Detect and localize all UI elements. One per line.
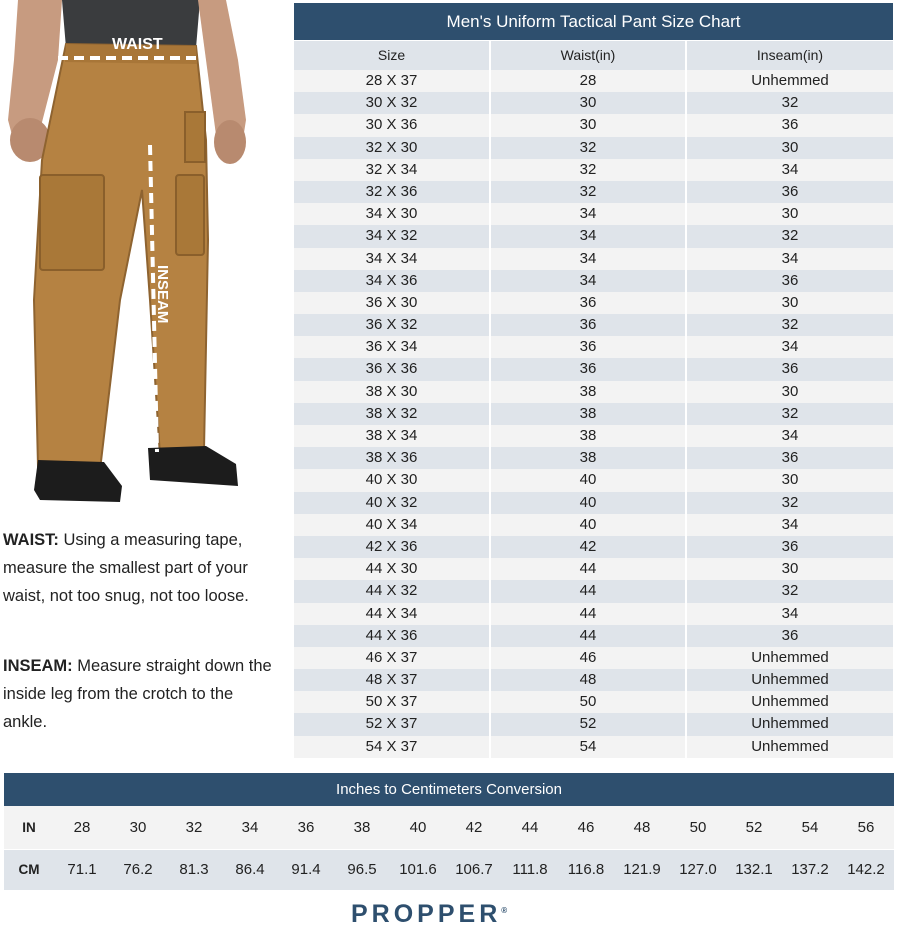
inch-value: 46 [577, 819, 595, 836]
left-cargo-pocket [40, 175, 104, 270]
registered-mark: ® [501, 906, 508, 915]
table-row [294, 358, 893, 380]
size-cell: 50 X 37 [294, 691, 489, 713]
waist-cell: 48 [491, 669, 685, 691]
table-row [294, 137, 893, 159]
size-cell: 36 X 30 [294, 292, 489, 314]
inseam-cell: 34 [687, 425, 893, 447]
inseam-cell: Unhemmed [687, 736, 893, 758]
waist-cell: 36 [491, 292, 685, 314]
waist-cell: 40 [491, 469, 685, 491]
cm-value: 142.2 [847, 861, 885, 878]
waist-cell: 36 [491, 336, 685, 358]
table-row [294, 536, 893, 558]
cm-value: 121.9 [623, 861, 661, 878]
waist-cell: 40 [491, 514, 685, 536]
header-inseam: Inseam(in) [687, 41, 893, 70]
inseam-cell: 30 [687, 558, 893, 580]
table-row [294, 447, 893, 469]
conversion-table [4, 773, 894, 890]
table-row [294, 469, 893, 491]
table-row [294, 336, 893, 358]
waist-cell: 38 [491, 447, 685, 469]
waist-cell: 38 [491, 381, 685, 403]
inseam-cell: Unhemmed [687, 713, 893, 735]
inch-value: 54 [801, 819, 819, 836]
size-cell: 38 X 32 [294, 403, 489, 425]
inseam-cell: 30 [687, 203, 893, 225]
size-cell: 38 X 34 [294, 425, 489, 447]
size-cell: 28 X 37 [294, 70, 489, 92]
inseam-cell: 36 [687, 114, 893, 136]
table-row [294, 625, 893, 647]
table-row [294, 669, 893, 691]
inseam-text: Measure straight down the inside leg from the crotch to the ankle. [3, 657, 272, 731]
inches-label: IN [22, 820, 36, 835]
table-row [294, 314, 893, 336]
table-row [294, 558, 893, 580]
size-cell: 44 X 34 [294, 603, 489, 625]
size-cell: 36 X 34 [294, 336, 489, 358]
inseam-cell: 30 [687, 292, 893, 314]
table-row [294, 181, 893, 203]
table-row [294, 603, 893, 625]
cm-value: 127.0 [679, 861, 717, 878]
table-row [294, 225, 893, 247]
inch-value: 38 [353, 819, 371, 836]
table-row [294, 114, 893, 136]
table-row [294, 580, 893, 602]
brand-logo [351, 900, 507, 929]
inch-value: 50 [689, 819, 707, 836]
waist-cell: 52 [491, 713, 685, 735]
size-cell: 40 X 32 [294, 492, 489, 514]
size-cell: 44 X 32 [294, 580, 489, 602]
inch-value: 40 [409, 819, 427, 836]
inch-value: 44 [521, 819, 539, 836]
size-chart-title: Men's Uniform Tactical Pant Size Chart [294, 3, 893, 40]
size-chart-body [294, 70, 893, 758]
centimeters-label: CM [18, 862, 40, 877]
inseam-cell: Unhemmed [687, 70, 893, 92]
waist-cell: 32 [491, 181, 685, 203]
inch-value: 42 [465, 819, 483, 836]
cm-value: 132.1 [735, 861, 773, 878]
inseam-cell: 36 [687, 447, 893, 469]
cm-value: 137.2 [791, 861, 829, 878]
right-hand [214, 120, 246, 164]
size-cell: 30 X 36 [294, 114, 489, 136]
inseam-cell: 36 [687, 270, 893, 292]
inseam-cell: 32 [687, 314, 893, 336]
inseam-cell: 30 [687, 381, 893, 403]
inseam-cell: 34 [687, 248, 893, 270]
right-boot [148, 446, 238, 486]
size-cell: 34 X 34 [294, 248, 489, 270]
waist-cell: 30 [491, 92, 685, 114]
size-cell: 36 X 36 [294, 358, 489, 380]
waist-cell: 34 [491, 248, 685, 270]
size-cell: 42 X 36 [294, 536, 489, 558]
table-row [294, 70, 893, 92]
cm-value: 86.4 [235, 861, 265, 878]
inseam-cell: Unhemmed [687, 669, 893, 691]
waist-cell: 30 [491, 114, 685, 136]
table-row [294, 270, 893, 292]
waist-cell: 36 [491, 358, 685, 380]
waist-cell: 44 [491, 580, 685, 602]
waist-cell: 34 [491, 270, 685, 292]
inch-value: 34 [241, 819, 259, 836]
size-cell: 30 X 32 [294, 92, 489, 114]
size-cell: 40 X 34 [294, 514, 489, 536]
inches-row [4, 806, 894, 849]
inseam-cell: 32 [687, 492, 893, 514]
table-row [294, 159, 893, 181]
size-cell: 44 X 36 [294, 625, 489, 647]
inseam-label: INSEAM [154, 265, 171, 324]
table-row [294, 92, 893, 114]
size-cell: 38 X 30 [294, 381, 489, 403]
right-cargo-pocket [176, 175, 204, 255]
table-row [294, 647, 893, 669]
size-cell: 52 X 37 [294, 713, 489, 735]
inseam-instruction [3, 652, 273, 736]
header-size: Size [294, 41, 489, 70]
size-cell: 46 X 37 [294, 647, 489, 669]
cm-value: 116.8 [567, 861, 605, 878]
waist-term: WAIST: [3, 531, 59, 549]
inseam-cell: 34 [687, 603, 893, 625]
cm-value: 91.4 [291, 861, 321, 878]
table-row [294, 381, 893, 403]
inch-value: 48 [633, 819, 651, 836]
size-cell: 40 X 30 [294, 469, 489, 491]
inch-value: 32 [185, 819, 203, 836]
right-side-pocket [185, 112, 205, 162]
size-cell: 34 X 32 [294, 225, 489, 247]
cm-value: 76.2 [123, 861, 153, 878]
inseam-cell: 30 [687, 469, 893, 491]
inseam-cell: 36 [687, 536, 893, 558]
inseam-cell: 32 [687, 580, 893, 602]
cm-value: 101.6 [399, 861, 437, 878]
size-cell: 32 X 36 [294, 181, 489, 203]
inseam-cell: 36 [687, 181, 893, 203]
size-cell: 48 X 37 [294, 669, 489, 691]
inseam-cell: 34 [687, 514, 893, 536]
inch-value: 36 [297, 819, 315, 836]
inseam-cell: Unhemmed [687, 647, 893, 669]
table-row [294, 248, 893, 270]
size-cell: 44 X 30 [294, 558, 489, 580]
tactical-pants-illustration [0, 0, 292, 515]
size-cell: 34 X 30 [294, 203, 489, 225]
table-row [294, 203, 893, 225]
cm-value: 106.7 [455, 861, 493, 878]
table-row [294, 492, 893, 514]
table-row [294, 292, 893, 314]
waist-cell: 42 [491, 536, 685, 558]
size-cell: 34 X 36 [294, 270, 489, 292]
cm-value: 96.5 [347, 861, 377, 878]
waist-cell: 34 [491, 225, 685, 247]
waist-cell: 44 [491, 603, 685, 625]
waist-cell: 34 [491, 203, 685, 225]
size-cell: 54 X 37 [294, 736, 489, 758]
waist-cell: 36 [491, 314, 685, 336]
inseam-term: INSEAM: [3, 657, 73, 675]
conversion-title: Inches to Centimeters Conversion [4, 773, 894, 806]
inch-value: 28 [73, 819, 91, 836]
waist-cell: 32 [491, 137, 685, 159]
size-cell: 32 X 30 [294, 137, 489, 159]
cm-value: 81.3 [179, 861, 209, 878]
table-row [294, 403, 893, 425]
size-cell: 32 X 34 [294, 159, 489, 181]
table-row [294, 713, 893, 735]
inch-value: 56 [857, 819, 875, 836]
inseam-cell: 30 [687, 137, 893, 159]
inseam-cell: 36 [687, 625, 893, 647]
left-boot [34, 460, 122, 502]
table-row [294, 691, 893, 713]
inseam-cell: Unhemmed [687, 691, 893, 713]
table-row [294, 736, 893, 758]
waist-cell: 32 [491, 159, 685, 181]
inseam-cell: 34 [687, 336, 893, 358]
size-cell: 36 X 32 [294, 314, 489, 336]
cm-value: 111.8 [512, 861, 548, 878]
inseam-cell: 34 [687, 159, 893, 181]
size-chart-header [294, 41, 893, 70]
brand-name: PROPPER [351, 900, 502, 928]
inseam-cell: 36 [687, 358, 893, 380]
waist-label: WAIST [112, 36, 163, 53]
waist-cell: 46 [491, 647, 685, 669]
centimeters-row [4, 850, 894, 890]
waist-cell: 28 [491, 70, 685, 92]
header-waist: Waist(in) [491, 41, 685, 70]
waist-cell: 50 [491, 691, 685, 713]
inseam-cell: 32 [687, 225, 893, 247]
waist-cell: 38 [491, 403, 685, 425]
waist-instruction [3, 526, 273, 610]
inseam-cell: 32 [687, 92, 893, 114]
waist-cell: 40 [491, 492, 685, 514]
waist-cell: 38 [491, 425, 685, 447]
inch-value: 30 [129, 819, 147, 836]
table-row [294, 425, 893, 447]
cm-value: 71.1 [67, 861, 97, 878]
waist-cell: 44 [491, 558, 685, 580]
inseam-cell: 32 [687, 403, 893, 425]
waist-text: Using a measuring tape, measure the smallest part of your waist, not too snug, not too loose. [3, 531, 249, 605]
waist-cell: 54 [491, 736, 685, 758]
waist-cell: 44 [491, 625, 685, 647]
size-cell: 38 X 36 [294, 447, 489, 469]
size-chart-table [294, 3, 893, 758]
inch-value: 52 [745, 819, 763, 836]
table-row [294, 514, 893, 536]
